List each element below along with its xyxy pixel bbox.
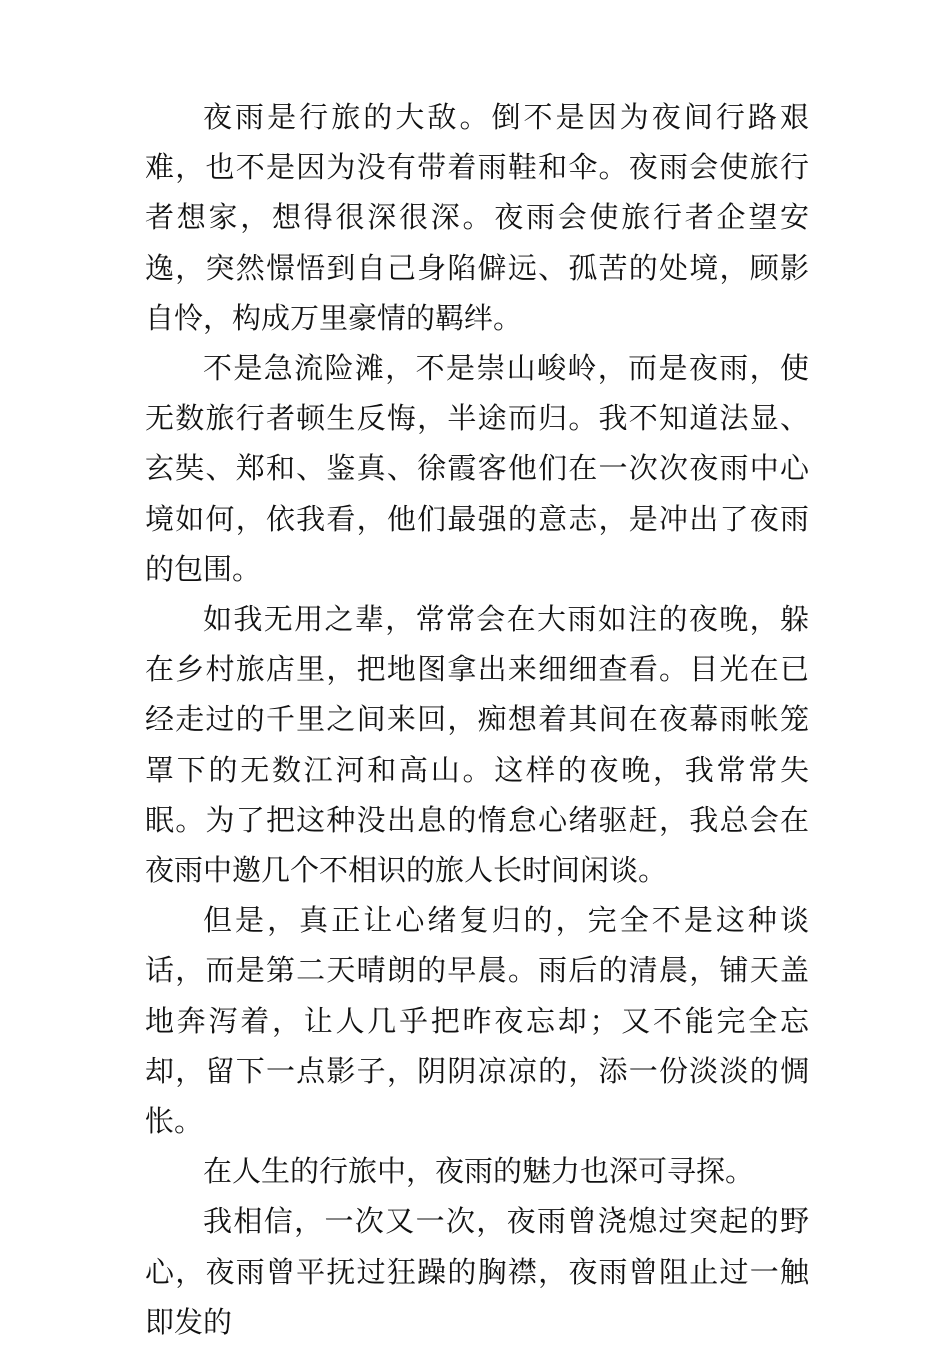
paragraph-4: 但是，真正让心绪复归的，完全不是这种谈话，而是第二天晴朗的早晨。雨后的清晨，铺天盖地奔泻着，让人几乎把昨夜忘却；又不能完全忘却，留下一点影子，阴阴凉凉的，添一份淡淡的惆怅。 bbox=[145, 903, 809, 1139]
paragraph-3: 如我无用之辈，常常会在大雨如注的夜晚，躲在乡村旅店里，把地图拿出来细细查看。目光在已经走过的千里之间来回，痴想着其间在夜幕雨帐笼罩下的无数江河和高山。这样的夜晚，我常常失眠。为了把这种没出息的惰怠心绪驱赶，我总会在夜雨中邀几个不相识的旅人长时间闲谈。 bbox=[145, 602, 809, 888]
essay-body bbox=[145, 92, 809, 1347]
paragraph-5: 在人生的行旅中，夜雨的魅力也深可寻探。 bbox=[203, 1154, 755, 1189]
paragraph-2: 不是急流险滩，不是崇山峻岭，而是夜雨，使无数旅行者顿生反悔，半途而归。我不知道法显、玄奘、郑和、鉴真、徐霞客他们在一次次夜雨中心境如何，依我看，他们最强的意志，是冲出了夜雨的包围。 bbox=[145, 351, 809, 586]
paragraph-1: 夜雨是行旅的大敌。倒不是因为夜间行路艰难，也不是因为没有带着雨鞋和伞。夜雨会使旅行者想家，想得很深很深。夜雨会使旅行者企望安逸，突然憬悟到自己身陷僻远、孤苦的处境，顾影自怜，构成万里豪情的羁绊。 bbox=[145, 100, 809, 335]
paragraph-6: 我相信，一次又一次，夜雨曾浇熄过突起的野心，夜雨曾平抚过狂躁的胸襟，夜雨曾阻止过一触即发的 bbox=[145, 1204, 809, 1339]
